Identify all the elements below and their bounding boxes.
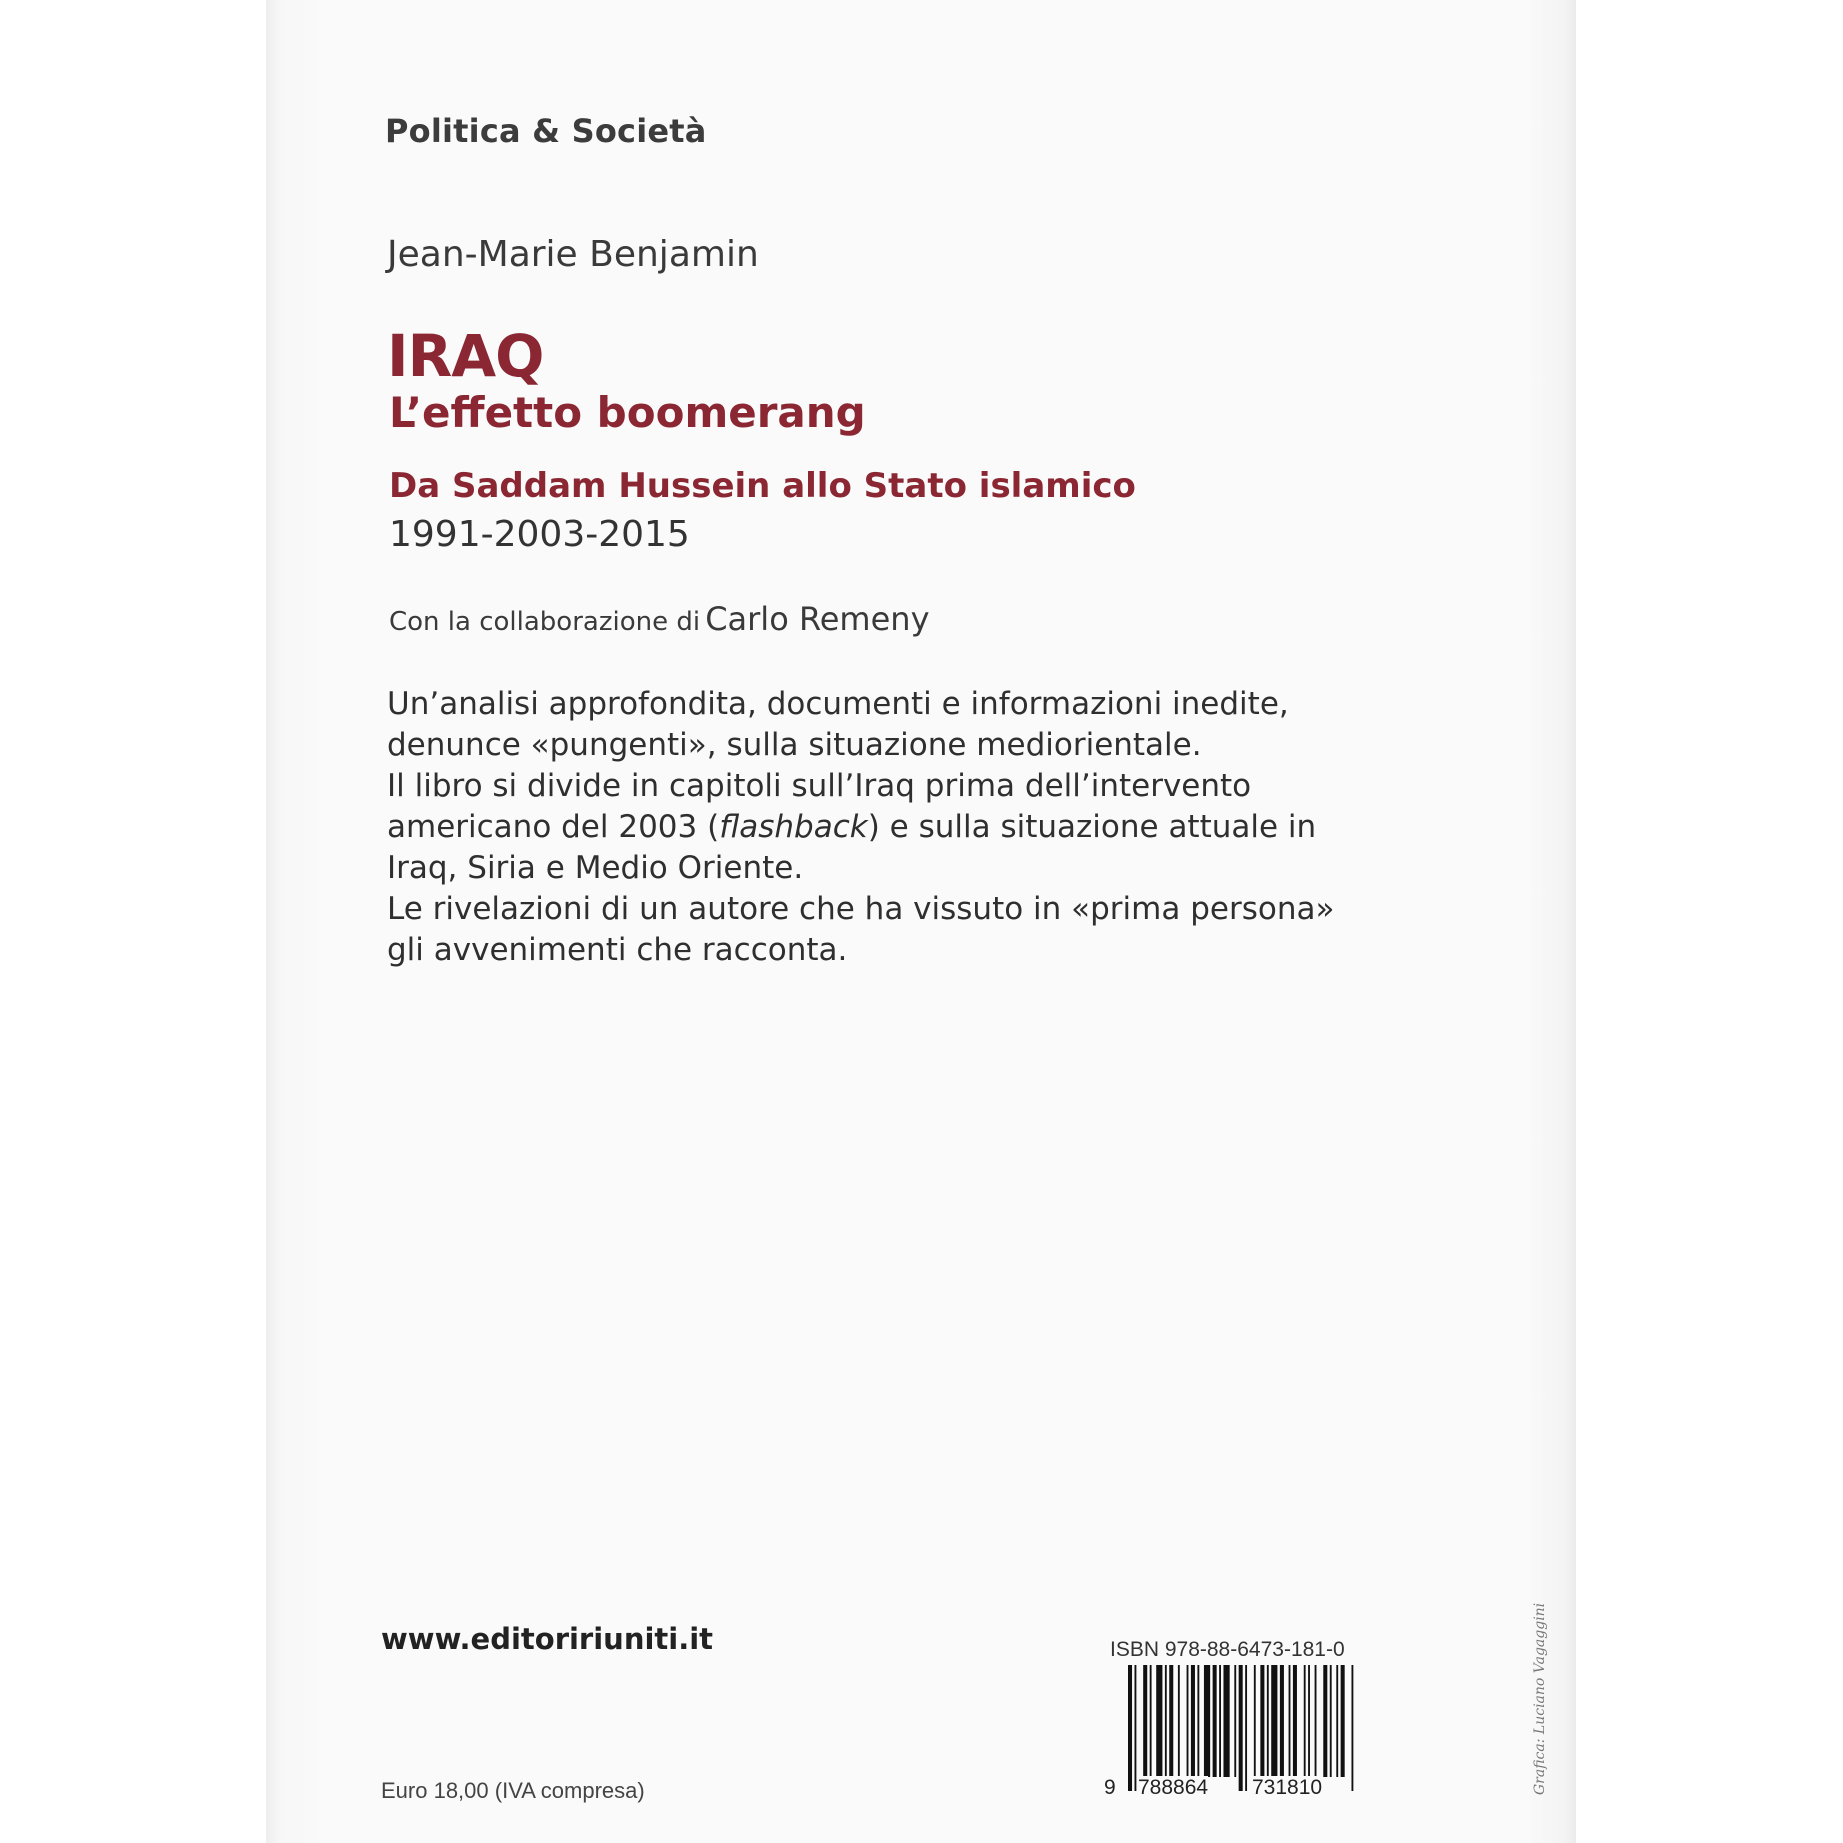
barcode-bar <box>1178 1665 1180 1777</box>
barcode-bar <box>1289 1665 1291 1777</box>
barcode-right-digits: 731810 <box>1252 1776 1323 1799</box>
barcode-bar <box>1271 1665 1277 1777</box>
barcode-bar <box>1191 1665 1195 1777</box>
barcode-digits <box>1104 1776 1366 1802</box>
barcode-bar <box>1336 1665 1338 1777</box>
blurb-line: Un’analisi approfondita, documenti e informazioni inedite, <box>387 686 1289 722</box>
barcode-bar <box>1156 1665 1162 1777</box>
barcode-bar <box>1135 1665 1137 1791</box>
book-title: IRAQ <box>387 322 544 390</box>
blurb-line: gli avvenimenti che racconta. <box>387 932 848 968</box>
author-name: Jean-Marie Benjamin <box>387 234 759 275</box>
blurb-line: Iraq, Siria e Medio Oriente. <box>387 850 804 886</box>
publisher-website[interactable]: www.editoririuniti.it <box>381 1622 714 1656</box>
blurb-text: ) e sulla situazione attuale in <box>867 809 1317 845</box>
barcode-bar <box>1219 1665 1221 1777</box>
barcode-bar <box>1280 1665 1284 1777</box>
blurb-text: americano del 2003 ( <box>387 809 720 845</box>
barcode-bar <box>1128 1665 1132 1791</box>
barcode-bar <box>1254 1665 1256 1777</box>
graphic-credit: Grafica: Luciano Vagaggini <box>1532 1602 1548 1795</box>
book-years: 1991-2003-2015 <box>389 514 690 555</box>
barcode-bar <box>1308 1665 1310 1777</box>
barcode-bar <box>1213 1665 1217 1777</box>
barcode-bar <box>1293 1665 1297 1777</box>
barcode-bar <box>1165 1665 1167 1777</box>
book-subtitle: Da Saddam Hussein allo Stato islamico <box>389 466 1136 506</box>
barcode-bar <box>1330 1665 1332 1777</box>
barcode-bar <box>1351 1665 1353 1791</box>
barcode-bar <box>1323 1665 1327 1777</box>
blurb-line: Le rivelazioni di un autore che ha vissuto in «prima persona» <box>387 891 1335 927</box>
barcode-bar <box>1267 1665 1269 1777</box>
book-price: Euro 18,00 (IVA compresa) <box>381 1778 645 1803</box>
isbn-number: ISBN 978-88-6473-181-0 <box>1110 1638 1345 1661</box>
barcode-bar <box>1304 1665 1306 1777</box>
barcode-bar <box>1169 1665 1173 1777</box>
barcode-bar <box>1315 1665 1317 1777</box>
barcode-bar <box>1223 1665 1229 1777</box>
isbn-barcode <box>1128 1665 1358 1791</box>
barcode-bar <box>1260 1665 1264 1777</box>
collaboration-credit <box>389 600 930 638</box>
barcode-bar <box>1341 1665 1345 1777</box>
barcode-bar <box>1245 1665 1247 1791</box>
barcode-bar <box>1143 1665 1147 1777</box>
book-blurb <box>387 684 1387 971</box>
series-name: Politica & Società <box>385 112 707 150</box>
collaboration-label: Con la collaborazione di <box>389 607 701 637</box>
barcode-bar <box>1204 1665 1210 1777</box>
book-title-line2: L’effetto boomerang <box>389 388 866 437</box>
barcode-bar <box>1197 1665 1199 1777</box>
barcode-graphic <box>1128 1665 1358 1791</box>
blurb-emphasis: flashback <box>719 809 868 845</box>
blurb-line: Il libro si divide in capitoli sull’Iraq prima dell’intervento <box>387 768 1252 804</box>
blurb-line: denunce «pungenti», sulla situazione mediorientale. <box>387 727 1202 763</box>
barcode-left-digits: 788864 <box>1138 1776 1209 1799</box>
barcode-bar <box>1150 1665 1152 1777</box>
barcode-bar <box>1239 1665 1243 1791</box>
blurb-line <box>387 807 1387 848</box>
barcode-bar <box>1187 1665 1189 1777</box>
collaborator-name: Carlo Remeny <box>705 600 930 638</box>
barcode-bar <box>1234 1665 1236 1777</box>
barcode-lead-digit: 9 <box>1104 1776 1116 1799</box>
